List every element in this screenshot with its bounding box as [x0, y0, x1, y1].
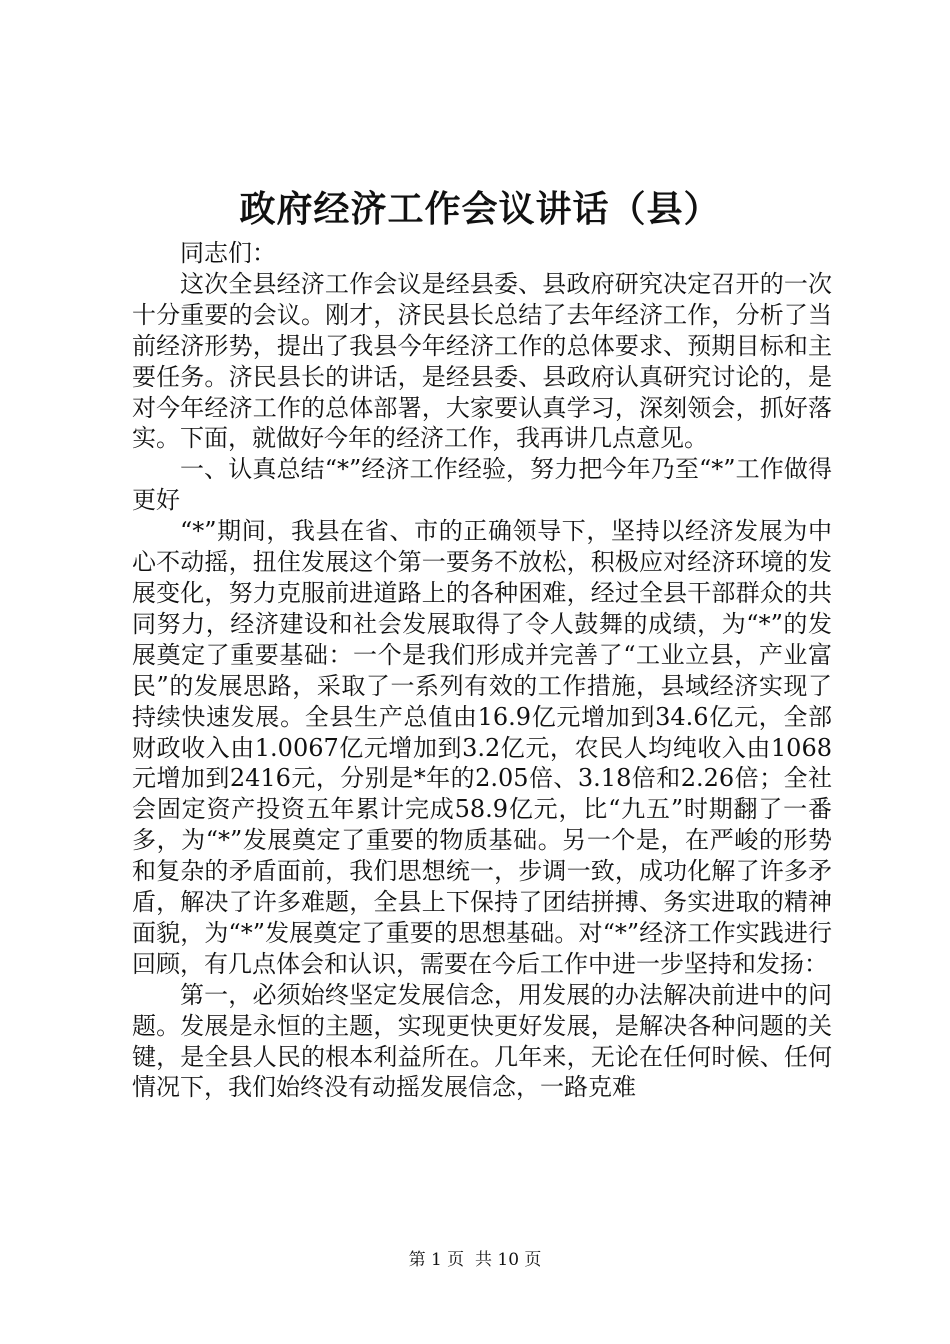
point-one-paragraph: 第一，必须始终坚定发展信念，用发展的办法解决前进中的问题。发展是永恒的主题，实现更快更好发展，是解决各种问题的关键，是全县人民的根本利益所在。几年来，无论在任何时候、任何情况下，我们始终没有动摇发展信念，一路克难	[132, 980, 832, 1102]
page-number: 第 1 页 共 10 页	[408, 1250, 542, 1270]
review-paragraph: “*”期间，我县在省、市的正确领导下，坚持以经济发展为中心不动摇，扭住发展这个第一要务不放松，积极应对经济环境的发展变化，努力克服前进道路上的各种困难，经过全县干部群众的共同努力，经济建设和社会发展取得了令人鼓舞的成绩，为“*”的发展奠定了重要基础：一个是我们形成并完善了“工业立县，产业富民”的发展思路，采取了一系列有效的工作措施，县域经济实现了持续快速发展。全县生产总值由16.9亿元增加到34.6亿元，全部财政收入由1.0067亿元增加到3.2亿元，农民人均纯收入由1068元增加到2416元，分别是*年的2.05倍、3.18倍和2.26倍；全社会固定资产投资五年累计完成58.9亿元，比“九五”时期翻了一番多，为“*”发展奠定了重要的物质基础。另一个是，在严峻的形势和复杂的矛盾面前，我们思想统一，步调一致，成功化解了许多矛盾，解决了许多难题，全县上下保持了团结拼搏、务实进取的精神面貌，为“*”发展奠定了重要的思想基础。对“*”经济工作实践进行回顾，有几点体会和认识，需要在今后工作中进一步坚持和发扬：	[132, 517, 832, 978]
page-footer	[0, 1248, 950, 1272]
salutation-paragraph: 同志们：	[180, 239, 276, 267]
document-title: 政府经济工作会议讲话（县）	[239, 189, 721, 230]
section-heading: 一、认真总结“*”经济工作经验，努力把今年乃至“*”工作做得更好	[132, 455, 832, 515]
document-body	[132, 238, 832, 1103]
intro-paragraph: 这次全县经济工作会议是经县委、县政府研究决定召开的一次十分重要的会议。刚才，济民县长总结了去年经济工作，分析了当前经济形势，提出了我县今年经济工作的总体要求、预期目标和主要任务。济民县长的讲话，是经县委、县政府认真研究讨论的，是对今年经济工作的总体部署，大家要认真学习，深刻领会，抓好落实。下面，就做好今年的经济工作，我再讲几点意见。	[132, 269, 832, 453]
